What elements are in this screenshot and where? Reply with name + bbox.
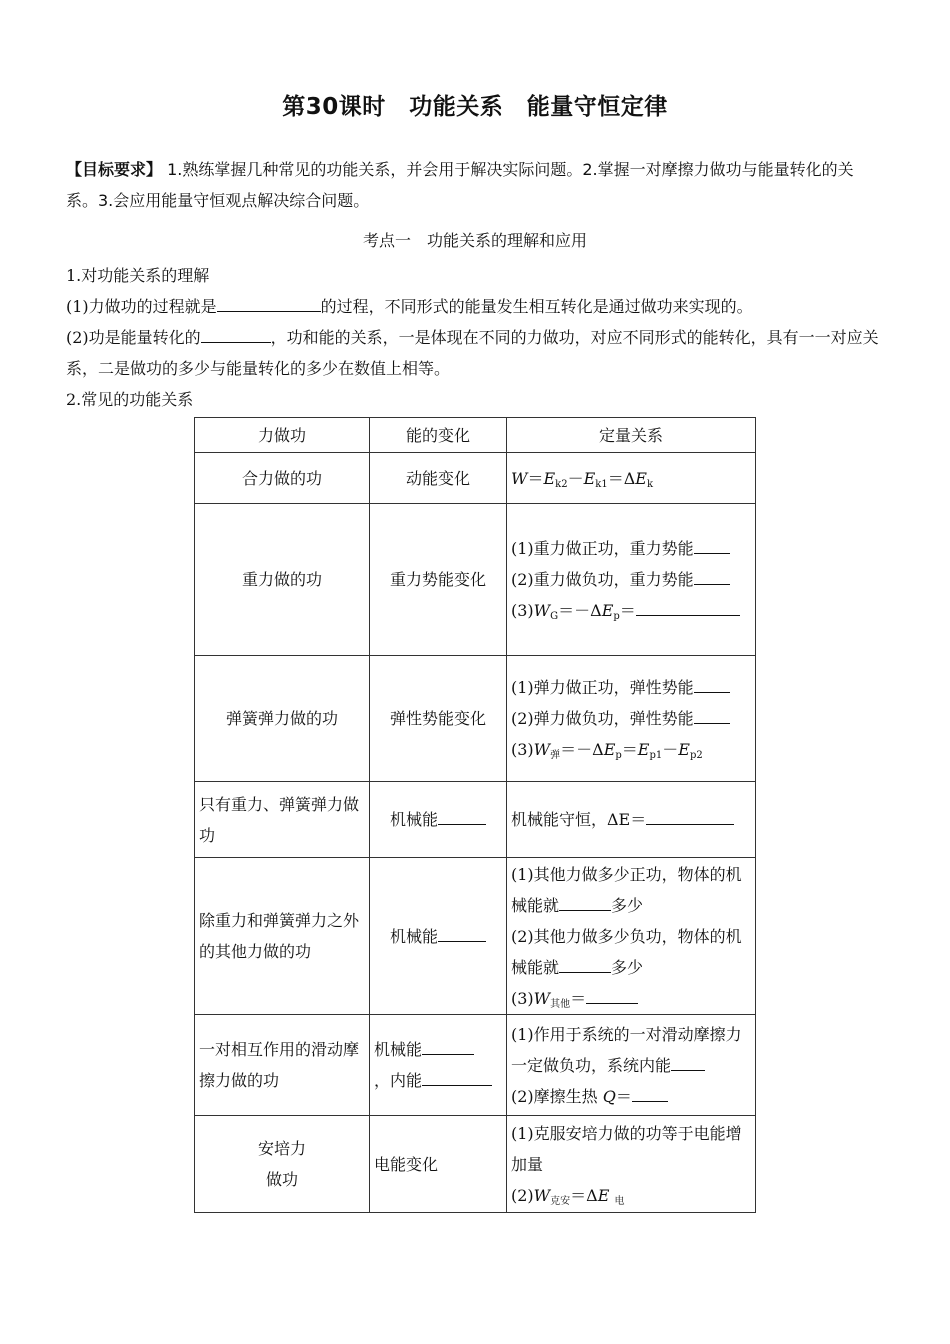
goals-text: 1.熟练掌握几种常见的功能关系，并会用于解决实际问题。2.掌握一对摩擦力做功与能量转化的关系。3.会应用能量守恒观点解决综合问题。: [66, 160, 854, 210]
relation-line: (1)克服安培力做的功等于电能增加量: [511, 1123, 742, 1174]
table-row: [195, 504, 756, 656]
relation-cell: (1)弹力做正功，弹性势能 (2)弹力做负功，弹性势能 $(3)W_弹=-\Delta E_p=E_{p1}-E_{p2}$: [507, 656, 756, 782]
force-cell: 重力做的功: [195, 504, 370, 656]
relation-line: (1)其他力做多少正功，物体的机械能就: [511, 864, 742, 915]
energy-label: ，内能: [374, 1071, 423, 1090]
fill-blank: [217, 293, 321, 312]
learning-goals: [66, 154, 884, 216]
energy-cell: [370, 782, 507, 858]
header-relation: 定量关系: [507, 418, 756, 453]
relation-line: (1)作用于系统的一对滑动摩擦力一定做负功，系统内能: [511, 1024, 742, 1075]
relation-line: (1)弹力做正功，弹性势能: [511, 678, 694, 697]
fill-blank: [694, 535, 730, 554]
relation-line: (2)弹力做负功，弹性势能: [511, 709, 694, 728]
p2-after: 的过程，不同形式的能量发生相互转化是通过做功来实现的。: [320, 297, 753, 316]
relation-cell: (1)重力做正功，重力势能 (2)重力做负功，重力势能 $(3)W_G=-\Delta E_p=$: [507, 504, 756, 656]
relation-line: (2)重力做负功，重力势能: [511, 570, 694, 589]
relation-cell: (1)作用于系统的一对滑动摩擦力一定做负功，系统内能 (2)摩擦生热 Q＝: [507, 1015, 756, 1116]
table-row: [195, 453, 756, 504]
relation-line: (2)摩擦生热: [511, 1086, 598, 1106]
fill-blank: [438, 806, 486, 825]
relation-line: 机械能守恒，ΔE＝: [511, 810, 647, 829]
energy-cell: 动能变化: [370, 453, 507, 504]
force-cell: 只有重力、弹簧弹力做功: [195, 782, 370, 858]
header-force: 力做功: [195, 418, 370, 453]
force-cell: 除重力和弹簧弹力之外的其他力做的功: [195, 858, 370, 1015]
fill-blank: [632, 1083, 668, 1102]
force-cell: 合力做的功: [195, 453, 370, 504]
fill-blank: [694, 705, 730, 724]
page-title: 第30课时 功能关系 能量守恒定律: [282, 94, 668, 120]
fill-blank: [422, 1036, 474, 1055]
energy-cell: [370, 1015, 507, 1116]
table-row: [195, 858, 756, 1015]
fill-blank: [586, 985, 638, 1004]
energy-label: 机械能: [389, 926, 438, 946]
p3-before: (2)功是能量转化的: [66, 328, 201, 347]
fill-blank: [646, 806, 734, 825]
force-cell: 一对相互作用的滑动摩擦力做的功: [195, 1015, 370, 1116]
p2-before: (1)力做功的过程就是: [66, 297, 217, 316]
relation-cell: [507, 782, 756, 858]
energy-cell: 电能变化: [370, 1116, 507, 1213]
fill-blank: [422, 1067, 492, 1086]
fill-blank: [636, 597, 740, 616]
force-cell: [195, 1116, 370, 1213]
fill-blank: [438, 923, 486, 942]
fill-blank: [671, 1052, 705, 1071]
header-energy: 能的变化: [370, 418, 507, 453]
relation-line: (1)重力做正功，重力势能: [511, 539, 694, 558]
force-line: 安培力: [257, 1139, 306, 1158]
table-row: [195, 1015, 756, 1116]
paragraph-3: [66, 322, 880, 384]
table-row: [195, 1116, 756, 1213]
fill-blank: [559, 954, 611, 973]
goals-label: 【目标要求】: [66, 160, 163, 179]
relation-cell: (1)其他力做多少正功，物体的机械能就 多少 (2)其他力做多少负功，物体的机械能就 多少 $(3)W_{其他}=$: [507, 858, 756, 1015]
fill-blank: [559, 892, 611, 911]
energy-cell: [370, 858, 507, 1015]
fill-blank: [694, 674, 730, 693]
paragraph-4: 2.常见的功能关系: [66, 390, 194, 409]
work-energy-table: [194, 417, 756, 1213]
energy-cell: 弹性势能变化: [370, 656, 507, 782]
relation-cell: $W=E_{k2}-E_{k1}=\Delta E_k$: [507, 453, 756, 504]
paragraph-2: [66, 291, 880, 322]
energy-label: 机械能: [389, 810, 438, 829]
force-line: 做功: [265, 1170, 298, 1189]
table-row: [195, 782, 756, 858]
relation-line-end: 多少: [611, 957, 644, 977]
energy-label: 机械能: [374, 1040, 423, 1059]
p3-after: ，功和能的关系，一是体现在不同的力做功，对应不同形式的能转化，具有一一对应关系，二是做功的多少与能量转化的多少在数值上相等。: [66, 328, 879, 378]
relation-line-end: 多少: [611, 895, 644, 915]
fill-blank: [694, 566, 730, 585]
relation-cell: (1)克服安培力做的功等于电能增加量 $(2)W_{克安}=\Delta E$ $_电$: [507, 1116, 756, 1213]
fill-blank: [201, 324, 271, 343]
paragraph-1: 1.对功能关系的理解: [66, 266, 210, 285]
energy-cell: 重力势能变化: [370, 504, 507, 656]
force-cell: 弹簧弹力做的功: [195, 656, 370, 782]
section-title: 考点一 功能关系的理解和应用: [362, 231, 587, 250]
table-row: [195, 656, 756, 782]
table-header-row: [195, 418, 756, 453]
relation-line: (2)其他力做多少负功，物体的机械能就: [511, 926, 742, 977]
